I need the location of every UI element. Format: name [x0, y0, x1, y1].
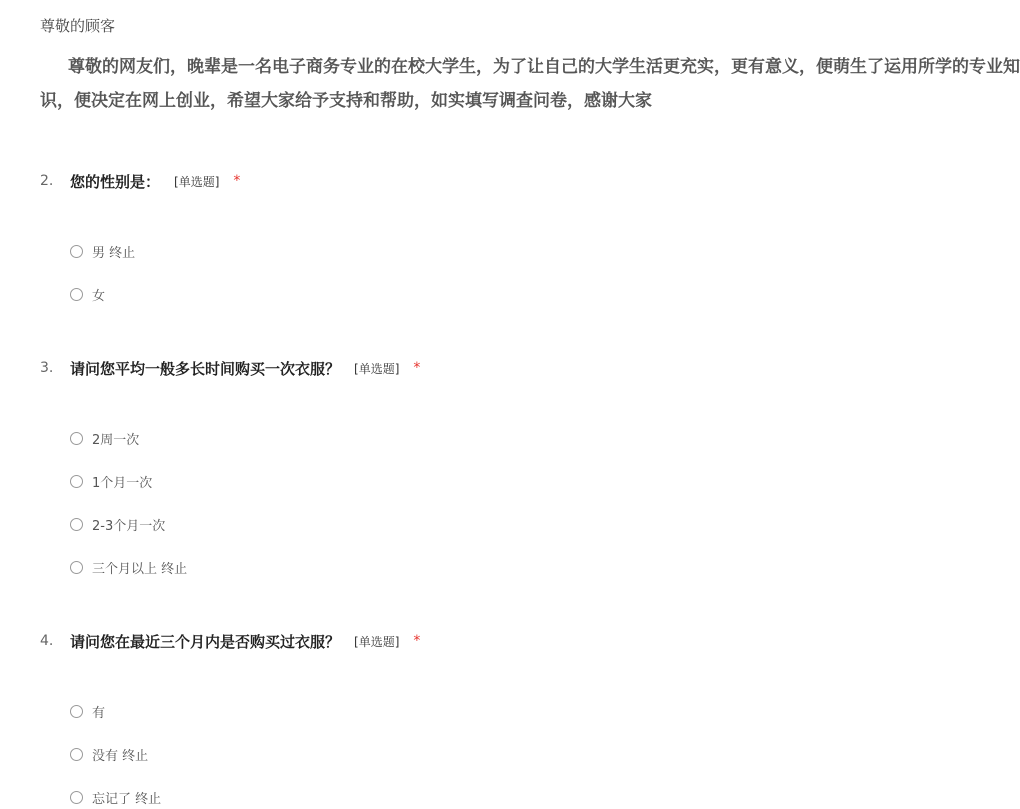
question-4-header: [40, 628, 420, 654]
required-marker: *: [413, 360, 421, 376]
question-title: 您的性别是：: [70, 172, 161, 191]
required-marker: *: [413, 633, 421, 649]
option-forgot-terminate[interactable]: [70, 785, 161, 809]
option-label: 有: [92, 705, 106, 721]
question-number: 3.: [40, 360, 54, 376]
option-1-month[interactable]: [70, 469, 152, 493]
option-label: 没有 终止: [92, 748, 149, 764]
question-type-tag: [单选题]: [354, 361, 400, 376]
required-marker: *: [233, 173, 241, 189]
greeting-text: 尊敬的顾客: [40, 17, 116, 35]
radio-button[interactable]: [70, 432, 83, 445]
radio-button[interactable]: [70, 245, 83, 258]
option-label: 忘记了 终止: [92, 791, 162, 807]
question-title: 请问您平均一般多长时间购买一次衣服？: [70, 359, 341, 378]
option-label: 1个月一次: [92, 475, 153, 491]
option-no-terminate[interactable]: [70, 742, 148, 766]
option-2-3-months[interactable]: [70, 512, 165, 536]
option-label: 女: [92, 288, 106, 304]
option-label: 男 终止: [92, 245, 136, 261]
radio-button[interactable]: [70, 475, 83, 488]
option-over-3-months-terminate[interactable]: [70, 555, 187, 579]
question-number: 2.: [40, 173, 54, 189]
option-yes[interactable]: [70, 699, 105, 723]
question-type-tag: [单选题]: [174, 174, 220, 189]
option-2-weeks[interactable]: [70, 426, 139, 450]
question-title: 请问您在最近三个月内是否购买过衣服？: [70, 632, 341, 651]
radio-button[interactable]: [70, 561, 83, 574]
survey-intro: 尊敬的网友们，晚辈是一名电子商务专业的在校大学生，为了让自己的大学生活更充实，更有意义，便萌生了运用所学的专业知识，便决定在网上创业，希望大家给予支持和帮助，如实填写调查问卷，感谢大家: [40, 57, 1020, 111]
radio-button[interactable]: [70, 748, 83, 761]
option-label: 2-3个月一次: [92, 518, 166, 534]
option-female[interactable]: [70, 282, 105, 306]
radio-button[interactable]: [70, 791, 83, 804]
radio-button[interactable]: [70, 518, 83, 531]
question-3-header: [40, 355, 420, 381]
option-male-terminate[interactable]: [70, 239, 135, 263]
question-type-tag: [单选题]: [354, 634, 400, 649]
radio-button[interactable]: [70, 705, 83, 718]
question-number: 4.: [40, 633, 54, 649]
option-label: 2周一次: [92, 432, 140, 448]
option-label: 三个月以上 终止: [92, 561, 188, 577]
radio-button[interactable]: [70, 288, 83, 301]
question-2-header: [40, 168, 240, 194]
